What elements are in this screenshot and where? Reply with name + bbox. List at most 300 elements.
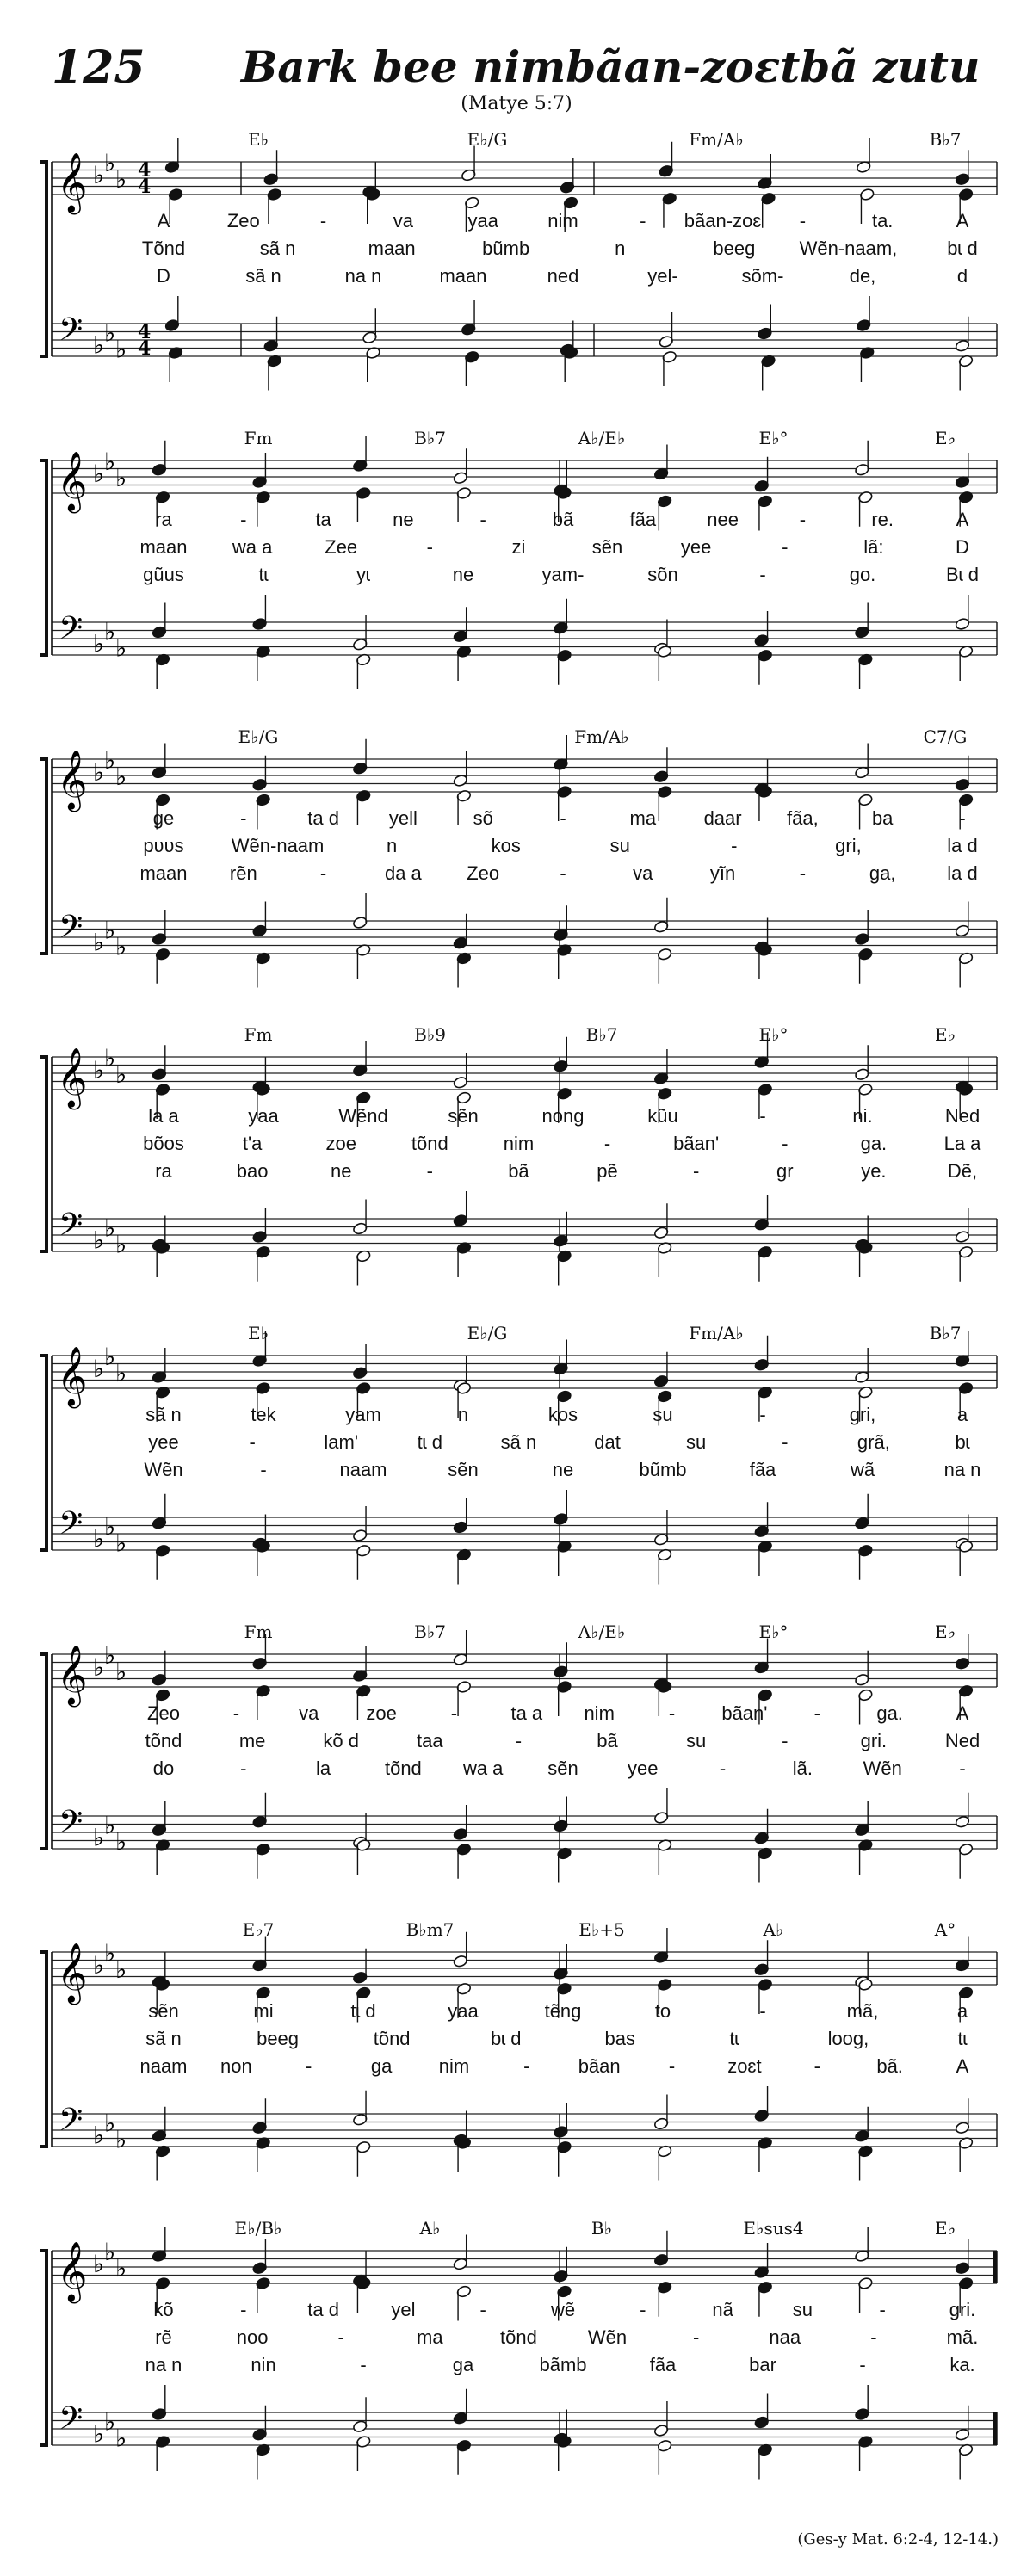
flat-sign: ♭ <box>93 1355 105 1383</box>
score-system <box>0 1620 1033 1921</box>
lyric-syllable: bũmb <box>639 1459 687 1480</box>
lyric-syllable: ta <box>315 509 331 530</box>
flat-sign: ♭ <box>93 1524 105 1554</box>
treble-clef: 𝄞 <box>57 451 88 511</box>
lyric-syllable: - <box>319 862 327 884</box>
lyric-syllable: sõ <box>473 807 493 829</box>
flat-sign: ♭ <box>115 1657 127 1686</box>
treble-clef: 𝄞 <box>57 1346 88 1406</box>
flat-sign: ♭ <box>104 1811 116 1840</box>
lyric-syllable: yell <box>388 807 418 829</box>
chord-symbol: B♭m7 <box>405 1919 455 1940</box>
chord-symbol: B♭7 <box>585 1024 618 1045</box>
lyric-syllable: A <box>157 210 170 232</box>
chord-symbol: E♭/G <box>467 129 508 150</box>
flat-sign: ♭ <box>104 2407 116 2437</box>
lyric-syllable: La a <box>943 1133 981 1154</box>
footer-reference: (Ges-y Mat. 6:2-4, 12-14.) <box>797 2530 999 2548</box>
lyric-syllable: - <box>640 2299 646 2320</box>
flat-sign: ♭ <box>93 1653 105 1682</box>
lyric-syllable: me <box>238 1730 266 1751</box>
lyric-syllable: - <box>782 1133 789 1154</box>
lyric-syllable: dat <box>594 1431 621 1453</box>
flat-sign: ♭ <box>104 2109 116 2138</box>
lyric-syllable: mã, <box>846 2000 879 2022</box>
lyric-syllable: - <box>759 1404 766 1425</box>
lyric-syllable: ga <box>452 2354 474 2375</box>
lyric-syllable: - <box>759 1105 766 1127</box>
lyric-syllable: - <box>668 1702 676 1724</box>
treble-clef: 𝄞 <box>57 1943 88 2003</box>
lyric-syllable: sã n <box>500 1431 537 1453</box>
chord-symbol: E♭° <box>758 1024 789 1045</box>
lyric-syllable: beeg <box>713 238 756 259</box>
chord-symbol: E♭ <box>247 129 269 150</box>
lyric-syllable: tẽng <box>544 2000 582 2022</box>
lyric-syllable: bɩ <box>955 1431 970 1453</box>
lyric-syllable: - <box>560 807 566 829</box>
chord-symbol: B♭9 <box>414 1024 446 1045</box>
flat-sign: ♭ <box>104 1214 116 1243</box>
lyric-syllable: - <box>479 509 486 530</box>
flat-sign: ♭ <box>104 1512 116 1541</box>
lyric-syllable: yee <box>148 1431 179 1453</box>
system-bracket <box>40 1952 46 2147</box>
lyric-syllable: - <box>360 2354 367 2375</box>
lyric-syllable: - <box>319 210 327 232</box>
lyric-syllable: ne <box>552 1459 574 1480</box>
lyric-syllable: nim <box>547 210 578 232</box>
lyric-syllable: wẽ <box>550 2299 576 2320</box>
lyric-syllable: su <box>792 2299 813 2320</box>
lyric-syllable: Zee <box>325 536 358 558</box>
chord-symbol: B♭7 <box>929 129 962 150</box>
lyric-syllable: ga, <box>869 862 896 884</box>
lyric-syllable: n <box>615 238 626 259</box>
bass-clef: 𝄢 <box>59 312 84 355</box>
lyric-syllable: ra <box>155 1160 172 1182</box>
score-system <box>0 426 1033 727</box>
lyric-syllable: la <box>316 1757 331 1779</box>
lyric-syllable: - <box>782 1431 789 1453</box>
lyric-syllable: la d <box>947 862 978 884</box>
lyric-syllable: Wẽnd <box>338 1105 388 1127</box>
lyric-syllable: ne <box>330 1160 352 1182</box>
flat-sign: ♭ <box>115 463 127 492</box>
lyric-syllable: t'a <box>242 1133 263 1154</box>
lyric-syllable: - <box>759 564 766 585</box>
lyric-syllable: su <box>686 1730 707 1751</box>
flat-sign: ♭ <box>93 460 105 488</box>
bass-clef: 𝄢 <box>59 2400 84 2444</box>
lyric-syllable: - <box>782 536 789 558</box>
score-system <box>0 127 1033 429</box>
lyric-syllable: yĩn <box>709 862 736 884</box>
lyric-syllable: rẽ <box>155 2326 172 2348</box>
lyric-syllable: va <box>299 1702 319 1724</box>
chord-symbol: A♭/E♭ <box>578 428 626 448</box>
lyric-syllable: wa a <box>462 1757 504 1779</box>
hymn-number: 125 <box>52 41 145 94</box>
flat-sign: ♭ <box>104 1043 116 1072</box>
flat-sign: ♭ <box>115 164 127 194</box>
lyric-syllable: - <box>668 2055 676 2077</box>
lyric-syllable: nã <box>712 2299 733 2320</box>
lyric-syllable: - <box>523 2055 530 2077</box>
chord-symbol: B♭ <box>591 2218 613 2239</box>
lyric-syllable: nim <box>503 1133 535 1154</box>
lyric-syllable: ma <box>417 2326 443 2348</box>
lyric-syllable: zoe <box>325 1133 356 1154</box>
lyric-syllable: yaa <box>467 210 498 232</box>
flat-sign: ♭ <box>93 330 105 360</box>
lyric-syllable: - <box>515 1730 523 1751</box>
system-bracket <box>40 460 46 655</box>
lyric-syllable: tɩ <box>957 2028 968 2049</box>
flat-sign: ♭ <box>104 617 116 646</box>
hymn-title: Bark bee nimbãan-zoɛtbã zutu <box>241 41 980 92</box>
lyric-syllable: lã: <box>863 536 884 558</box>
treble-clef: 𝄞 <box>57 152 88 213</box>
lyric-syllable: la d <box>947 835 978 856</box>
lyric-syllable: Wẽn-naam, <box>799 238 898 259</box>
chord-symbol: B♭7 <box>929 1323 962 1344</box>
lyric-syllable: maan <box>368 238 416 259</box>
treble-clef: 𝄞 <box>57 750 88 810</box>
lyric-syllable: bã <box>597 1730 618 1751</box>
lyric-syllable: ma <box>629 807 657 829</box>
score-system <box>0 1321 1033 1622</box>
lyric-syllable: rẽn <box>229 862 257 884</box>
lyric-syllable: tõnd <box>384 1757 422 1779</box>
lyric-syllable: - <box>426 536 433 558</box>
chord-symbol: E♭ <box>934 1024 956 1045</box>
lyric-syllable: maan <box>139 536 188 558</box>
lyric-syllable: - <box>799 210 807 232</box>
lyric-syllable: yaa <box>248 1105 279 1127</box>
flat-sign: ♭ <box>93 2250 105 2278</box>
lyric-syllable: D <box>157 265 170 287</box>
lyric-syllable: bɩ d <box>947 238 978 259</box>
lyric-syllable: naam <box>339 1459 387 1480</box>
lyric-syllable: ta. <box>871 210 894 232</box>
chord-symbol: A♭ <box>419 2218 441 2239</box>
chord-symbol: Fm <box>244 1622 273 1642</box>
lyric-syllable: grã, <box>857 1431 890 1453</box>
lyric-syllable: nee <box>707 509 739 530</box>
flat-sign: ♭ <box>115 1059 127 1089</box>
chord-symbol: A♭ <box>763 1919 784 1940</box>
lyric-syllable: tɩ d <box>417 1431 443 1453</box>
lyric-syllable: bɩ d <box>490 2028 522 2049</box>
lyric-syllable: Dẽ, <box>947 1160 978 1182</box>
chord-symbol: Fm <box>244 428 273 448</box>
lyric-syllable: - <box>603 1133 611 1154</box>
lyric-syllable: tɩ <box>729 2028 739 2049</box>
lyric-syllable: sã n <box>245 265 281 287</box>
bass-clef: 𝄢 <box>59 610 84 654</box>
flat-sign: ♭ <box>115 335 127 364</box>
lyric-syllable: - <box>799 509 807 530</box>
flat-sign: ♭ <box>115 633 127 663</box>
flat-sign: ♭ <box>115 1358 127 1387</box>
scripture-reference: (Matye 5:7) <box>461 93 572 114</box>
flat-sign: ♭ <box>115 1955 127 1984</box>
lyric-syllable: Wẽn <box>863 1757 902 1779</box>
lyric-syllable: bãmb <box>539 2354 587 2375</box>
lyric-syllable: bã <box>508 1160 529 1182</box>
lyric-syllable: Zeo <box>226 210 260 232</box>
bass-clef: 𝄢 <box>59 2102 84 2146</box>
score-system <box>0 725 1033 1026</box>
lyric-syllable: yel- <box>647 265 678 287</box>
chord-symbol: E♭° <box>758 1622 789 1642</box>
flat-sign: ♭ <box>104 2237 116 2266</box>
chord-symbol: E♭ <box>934 2218 956 2239</box>
lyric-syllable: tõnd <box>373 2028 411 2049</box>
lyric-syllable: naam <box>139 2055 188 2077</box>
lyric-syllable: pẽ <box>597 1160 618 1182</box>
lyric-syllable: - <box>640 210 646 232</box>
lyric-syllable: sã n <box>145 2028 182 2049</box>
lyric-syllable: bao <box>236 1160 269 1182</box>
lyric-syllable: yee <box>680 536 712 558</box>
flat-sign: ♭ <box>93 1823 105 1852</box>
treble-clef: 𝄞 <box>57 2241 88 2301</box>
system-bracket <box>40 162 46 356</box>
flat-sign: ♭ <box>115 2125 127 2154</box>
lyric-syllable: kõ <box>153 2299 174 2320</box>
lyric-syllable: daar <box>703 807 742 829</box>
chord-symbol: E♭ <box>247 1323 269 1344</box>
staff-graphics <box>0 127 1033 429</box>
chord-symbol: E♭ <box>934 1622 956 1642</box>
lyric-syllable: na n <box>943 1459 981 1480</box>
lyric-syllable: A <box>956 509 969 530</box>
lyric-syllable: - <box>306 2055 312 2077</box>
lyric-syllable: Wẽn <box>144 1459 183 1480</box>
lyric-syllable: - <box>879 2299 886 2320</box>
lyric-syllable: bar <box>749 2354 776 2375</box>
lyric-syllable: sã n <box>145 1404 182 1425</box>
lyric-syllable: maan <box>139 862 188 884</box>
score-system <box>0 1022 1033 1324</box>
flat-sign: ♭ <box>104 745 116 775</box>
lyric-syllable: taa <box>417 1730 443 1751</box>
lyric-syllable: a <box>956 2000 968 2022</box>
lyric-syllable: bõos <box>143 1133 184 1154</box>
lyric-syllable: gr <box>776 1160 794 1182</box>
lyric-syllable: Zeo <box>467 862 500 884</box>
chord-symbol: E♭sus4 <box>743 2218 804 2239</box>
lyric-syllable: ga. <box>876 1702 903 1724</box>
time-signature: 4 <box>138 337 152 360</box>
flat-sign: ♭ <box>93 161 105 189</box>
lyric-syllable: va <box>633 862 653 884</box>
flat-sign: ♭ <box>115 2424 127 2453</box>
lyric-syllable: sẽn <box>591 536 623 558</box>
lyric-syllable: - <box>560 862 566 884</box>
lyric-syllable: - <box>731 835 738 856</box>
lyric-syllable: - <box>719 1757 727 1779</box>
lyric-syllable: Wẽn <box>587 2326 628 2348</box>
flat-sign: ♭ <box>104 1640 116 1670</box>
flat-sign: ♭ <box>104 148 116 177</box>
lyric-syllable: wã <box>850 1459 875 1480</box>
lyric-syllable: - <box>813 2055 820 2077</box>
lyric-syllable: - <box>782 1730 789 1751</box>
lyric-syllable: ta a <box>510 1702 543 1724</box>
lyric-syllable: nong <box>541 1105 585 1127</box>
lyric-syllable: tek <box>251 1404 276 1425</box>
lyric-syllable: tõnd <box>145 1730 182 1751</box>
flat-sign: ♭ <box>93 1951 105 1980</box>
lyric-syllable: zoe <box>366 1702 397 1724</box>
lyric-syllable: ta d <box>307 2299 339 2320</box>
lyric-syllable: su <box>686 1431 707 1453</box>
lyric-syllable: bã. <box>876 2055 903 2077</box>
lyric-syllable: gri, <box>835 835 862 856</box>
bass-clef: 𝄢 <box>59 909 84 953</box>
flat-sign: ♭ <box>93 928 105 957</box>
lyric-syllable: pʋʋs <box>143 835 184 856</box>
lyric-syllable: nim <box>438 2055 470 2077</box>
lyric-syllable: - <box>959 1757 966 1779</box>
lyric-syllable: - <box>870 2326 877 2348</box>
lyric-syllable: ga <box>370 2055 393 2077</box>
lyric-syllable: lã. <box>792 1757 813 1779</box>
lyric-syllable: re. <box>871 509 894 530</box>
chord-symbol: E♭7 <box>242 1919 275 1940</box>
lyric-syllable: sã n <box>259 238 296 259</box>
chord-symbol: C7/G <box>923 726 968 747</box>
chord-symbol: A° <box>934 1919 956 1940</box>
chord-symbol: B♭7 <box>414 1622 446 1642</box>
lyric-syllable: bas <box>604 2028 636 2049</box>
lyric-syllable: Bɩ d <box>946 564 979 585</box>
lyric-syllable: sõm- <box>741 265 784 287</box>
lyric-syllable: - <box>249 1431 256 1453</box>
lyric-syllable: - <box>813 1702 820 1724</box>
lyric-syllable: kõ d <box>323 1730 360 1751</box>
chord-symbol: E♭/G <box>467 1323 508 1344</box>
lyric-syllable: lam' <box>324 1431 359 1453</box>
lyric-syllable: - <box>692 2326 700 2348</box>
lyric-syllable: D <box>956 536 969 558</box>
lyric-syllable: yaa <box>448 2000 479 2022</box>
lyric-syllable: beeg <box>257 2028 300 2049</box>
lyric-syllable: yam <box>345 1404 381 1425</box>
lyric-syllable: noo <box>236 2326 269 2348</box>
flat-sign: ♭ <box>115 1230 127 1259</box>
system-bracket <box>40 1057 46 1251</box>
lyric-syllable: to <box>654 2000 671 2022</box>
lyric-syllable: yee <box>628 1757 659 1779</box>
lyric-syllable: loog, <box>827 2028 869 2049</box>
lyric-syllable: de, <box>849 265 876 287</box>
lyric-syllable: fãa, <box>787 807 819 829</box>
lyric-syllable: Ned <box>944 1105 980 1127</box>
lyric-syllable: kos <box>547 1404 578 1425</box>
flat-sign: ♭ <box>104 1342 116 1371</box>
time-signature: 4 <box>138 321 152 343</box>
final-bar <box>993 2251 997 2283</box>
lyric-syllable: ka. <box>949 2354 975 2375</box>
lyric-syllable: A <box>956 2055 969 2077</box>
flat-sign: ♭ <box>115 932 127 961</box>
treble-clef: 𝄞 <box>57 1047 88 1108</box>
lyric-syllable: sẽn <box>448 1459 479 1480</box>
lyric-syllable: gri. <box>949 2299 976 2320</box>
lyric-syllable: sẽn <box>547 1757 578 1779</box>
lyric-syllable: yel <box>391 2299 416 2320</box>
lyric-syllable: d <box>956 265 968 287</box>
lyric-syllable: bã <box>552 509 574 530</box>
lyric-syllable: su <box>609 835 630 856</box>
time-signature: 4 <box>138 176 152 198</box>
chord-symbol: E♭+5 <box>578 1919 625 1940</box>
lyric-syllable: - <box>859 2354 866 2375</box>
lyric-syllable: n <box>387 835 398 856</box>
chord-symbol: Fm/A♭ <box>689 1323 744 1344</box>
lyric-syllable: gũus <box>143 564 184 585</box>
flat-sign: ♭ <box>115 1529 127 1558</box>
lyric-syllable: - <box>426 1160 433 1182</box>
lyric-syllable: ned <box>547 265 579 287</box>
lyric-syllable: kos <box>491 835 521 856</box>
lyric-syllable: zoɛt <box>727 2055 762 2077</box>
lyric-syllable: bãan' <box>673 1133 720 1154</box>
chord-symbol: E♭ <box>934 428 956 448</box>
lyric-syllable: fãa <box>649 2354 677 2375</box>
lyric-syllable: - <box>479 2299 486 2320</box>
flat-sign: ♭ <box>104 447 116 476</box>
lyric-syllable: va <box>393 210 414 232</box>
score-system <box>0 2216 1033 2517</box>
flat-sign: ♭ <box>104 318 116 348</box>
score-system <box>0 1918 1033 2219</box>
chord-symbol: E♭° <box>758 428 789 448</box>
lyric-syllable: fãa <box>749 1459 776 1480</box>
lyric-syllable: ra <box>155 509 172 530</box>
lyric-syllable: bãan' <box>721 1702 768 1724</box>
lyric-syllable: ne <box>452 564 474 585</box>
lyric-syllable: gri. <box>860 1730 888 1751</box>
lyric-syllable: - <box>240 509 247 530</box>
lyric-syllable: yam- <box>541 564 585 585</box>
system-bracket <box>40 1356 46 1550</box>
system-bracket <box>40 2251 46 2445</box>
chord-symbol: Fm/A♭ <box>574 726 629 747</box>
lyric-syllable: tɩ <box>258 564 269 585</box>
lyric-syllable: - <box>450 1702 458 1724</box>
lyric-syllable: sẽn <box>448 1105 479 1127</box>
lyric-syllable: - <box>232 1702 240 1724</box>
chord-symbol: A♭/E♭ <box>578 1622 626 1642</box>
lyric-syllable: ge <box>152 807 175 829</box>
lyric-syllable: n <box>457 1404 469 1425</box>
chord-symbol: E♭/G <box>238 726 279 747</box>
flat-sign: ♭ <box>93 758 105 787</box>
flat-sign: ♭ <box>115 2253 127 2283</box>
treble-clef: 𝄞 <box>57 1645 88 1705</box>
lyric-syllable: - <box>240 807 247 829</box>
lyric-syllable: non <box>220 2055 252 2077</box>
lyric-syllable: - <box>337 2326 344 2348</box>
lyric-syllable: bãan-zoɛ <box>684 210 762 232</box>
lyric-syllable: naa <box>769 2326 801 2348</box>
system-bracket <box>40 759 46 954</box>
